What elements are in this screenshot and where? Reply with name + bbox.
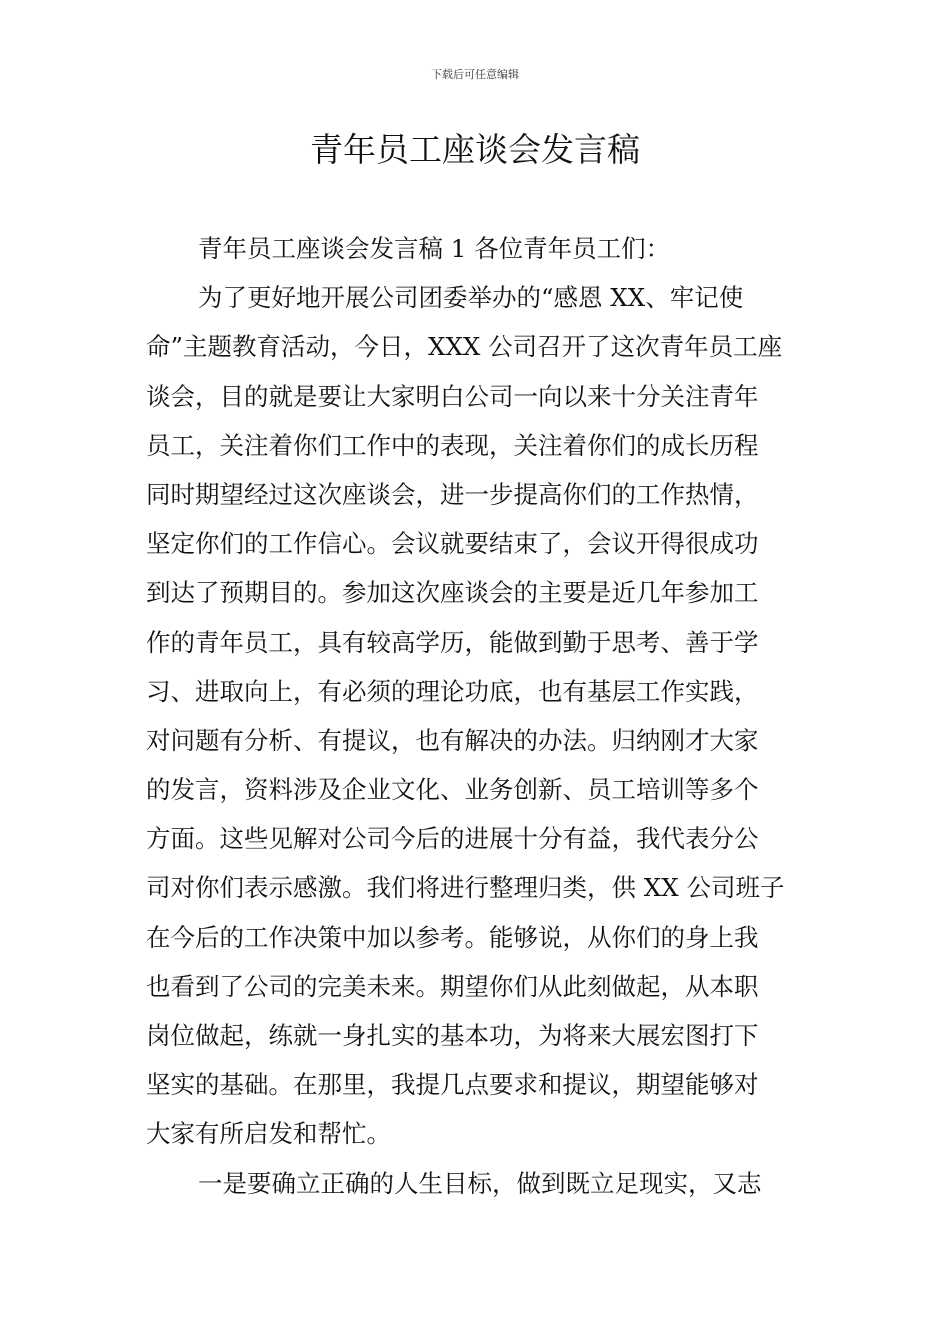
body-line-greeting: 青年员工座谈会发言稿 1 各位青年员工们： [198, 234, 671, 263]
body-line: 到达了预期目的。参加这次座谈会的主要是近几年参加工 [146, 578, 759, 608]
body-line: 在今后的工作决策中加以参考。能够说，从你们的身上我 [146, 922, 759, 952]
body-line: 为了更好地开展公司团委举办的“感恩 XX、牢记使 [198, 283, 744, 313]
body-line: 作的青年员工，具有较高学历，能做到勤于思考、善于学 [146, 627, 759, 657]
body-line: 坚实的基础。在那里，我提几点要求和提议，期望能够对 [146, 1070, 759, 1100]
body-line: 同时期望经过这次座谈会，进一步提高你们的工作热情， [146, 479, 759, 509]
body-line: 岗位做起，练就一身扎实的基本功，为将来大展宏图打下 [146, 1021, 759, 1050]
body-line: 命”主题教育活动，今日，XXX 公司召开了这次青年员工座 [146, 332, 783, 362]
body-line: 坚定你们的工作信心。会议就要结束了，会议开得很成功 [146, 529, 759, 559]
body-line: 谈会，目的就是要让大家明白公司一向以来十分关注青年 [146, 381, 759, 411]
body-line: 一是要确立正确的人生目标，做到既立足现实，又志 [198, 1168, 762, 1198]
page-header-note: 下载后可任意编辑 [431, 68, 519, 81]
body-line: 习、进取向上，有必须的理论功底，也有基层工作实践， [146, 676, 759, 706]
body-line: 司对你们表示感激。我们将进行整理归类，供 XX 公司班子 [146, 873, 785, 903]
body-line: 方面。这些见解对公司今后的进展十分有益，我代表分公 [146, 824, 759, 854]
document-title: 青年员工座谈会发言稿 [310, 130, 640, 169]
body-line: 员工，关注着你们工作中的表现，关注着你们的成长历程 [146, 430, 759, 460]
body-line: 大家有所启发和帮忙。 [146, 1119, 391, 1149]
body-line: 也看到了公司的完美未来。期望你们从此刻做起，从本职 [146, 971, 759, 1001]
document-body [146, 224, 812, 1208]
body-line: 对问题有分析、有提议，也有解决的办法。归纳刚才大家 [146, 725, 759, 755]
body-line: 的发言，资料涉及企业文化、业务创新、员工培训等多个 [146, 775, 759, 805]
